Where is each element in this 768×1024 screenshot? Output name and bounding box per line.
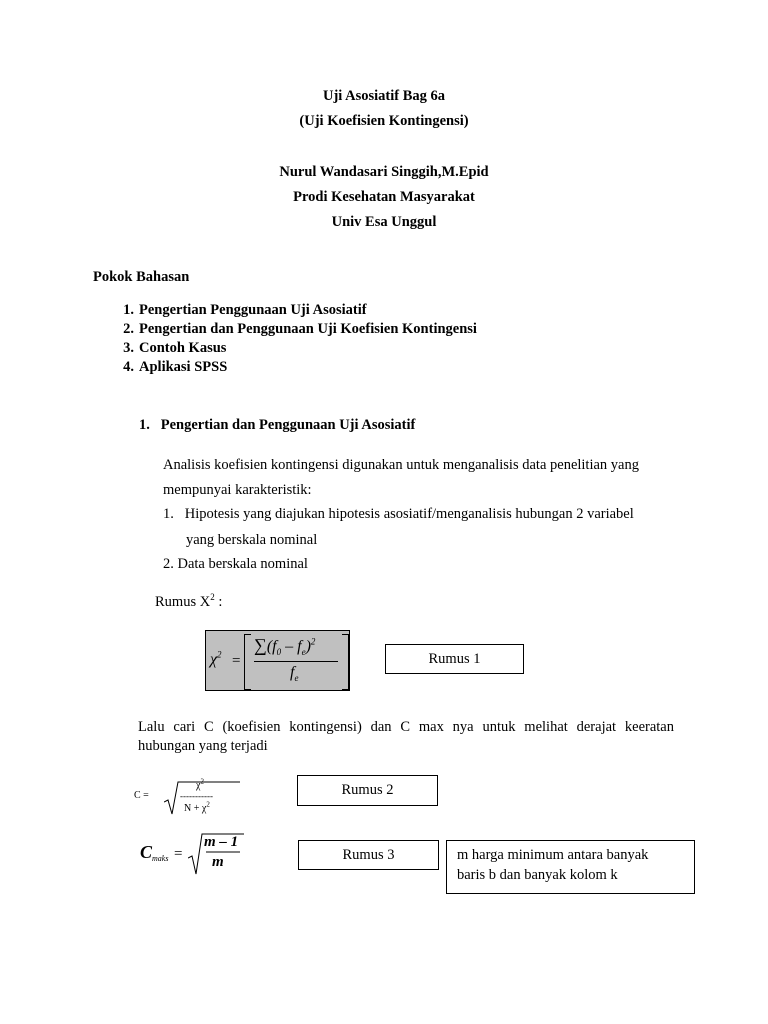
fraction-line [254, 661, 338, 662]
university-name: Univ Esa Unggul [331, 214, 437, 230]
outline-item-4: Aplikasi SPSS [139, 359, 228, 375]
note-line1: m harga minimum antara banyak [457, 847, 649, 863]
outline-item-1-num: 1. [123, 302, 134, 318]
numerator: $\sum(f_0 - f_e)^2$ [254, 635, 316, 658]
c-dashes: ----------- [180, 791, 213, 801]
outline-item-2: Pengertian dan Penggunaan Uji Koefisien Kontingensi [139, 321, 477, 337]
left-bracket [244, 634, 251, 690]
cmaks-denominator: m [212, 854, 224, 870]
outline-item-4-num: 4. [123, 359, 134, 375]
cmaks-numerator: m – 1 [204, 834, 239, 850]
criteria-1-line2: yang berskala nominal [186, 532, 318, 548]
c-label: C = [134, 790, 149, 801]
right-bracket [342, 634, 349, 690]
doc-subtitle: (Uji Koefisien Kontingensi) [299, 113, 469, 129]
denominator: $f_e$ [290, 664, 299, 684]
section-1-heading: 1. Pengertian dan Penggunaan Uji Asosiatif [139, 417, 416, 433]
author-name: Nurul Wandasari Singgih,M.Epid [279, 164, 489, 180]
rumus-label: Rumus $X^2$ : [155, 592, 223, 610]
rumus-3-box: Rumus 3 [298, 840, 439, 870]
chi-square-formula [205, 630, 350, 691]
doc-title: Uji Asosiatif Bag 6a [322, 88, 446, 104]
c-denominator: $N + \chi^2$ [184, 800, 210, 814]
department-name: Prodi Kesehatan Masyarakat [293, 189, 475, 205]
c-numerator: $\chi^2$ [196, 777, 204, 791]
note-box [446, 840, 695, 894]
cmaks-c: C [140, 842, 153, 862]
cmaks-equals: = [174, 846, 183, 862]
rumus-1-box: Rumus 1 [385, 644, 524, 674]
equals-sign: = [232, 653, 241, 669]
cmaks-formula [138, 830, 248, 878]
c-formula [134, 778, 244, 818]
section-1-para-line2: mempunyai karakteristik: [163, 482, 312, 498]
section-1-para-line1: Analisis koefisien kontingensi digunakan untuk menganalisis data penelitian yang [163, 457, 639, 473]
note-line2: baris b dan banyak kolom k [457, 867, 618, 883]
criteria-2: 2. Data berskala nominal [163, 556, 308, 572]
outline-item-2-num: 2. [123, 321, 134, 337]
chi-symbol: $\chi^2$ [210, 649, 222, 668]
cmaks-sub: maks [152, 854, 169, 863]
outline-item-1: Pengertian Penggunaan Uji Asosiatif [139, 302, 367, 318]
lalu-line2: hubungan yang terjadi [138, 738, 268, 754]
criteria-1-line1: 1. Hipotesis yang diajukan hipotesis asosiatif/menganalisis hubungan 2 variabel [163, 506, 634, 522]
outline-item-3-num: 3. [123, 340, 134, 356]
lalu-line1: Lalu cari C (koefisien kontingensi) dan C max nya untuk melihat derajat keeratan [138, 719, 674, 735]
rumus-2-box: Rumus 2 [297, 775, 438, 806]
outline-item-3: Contoh Kasus [139, 340, 227, 356]
outline-heading: Pokok Bahasan [93, 269, 190, 285]
